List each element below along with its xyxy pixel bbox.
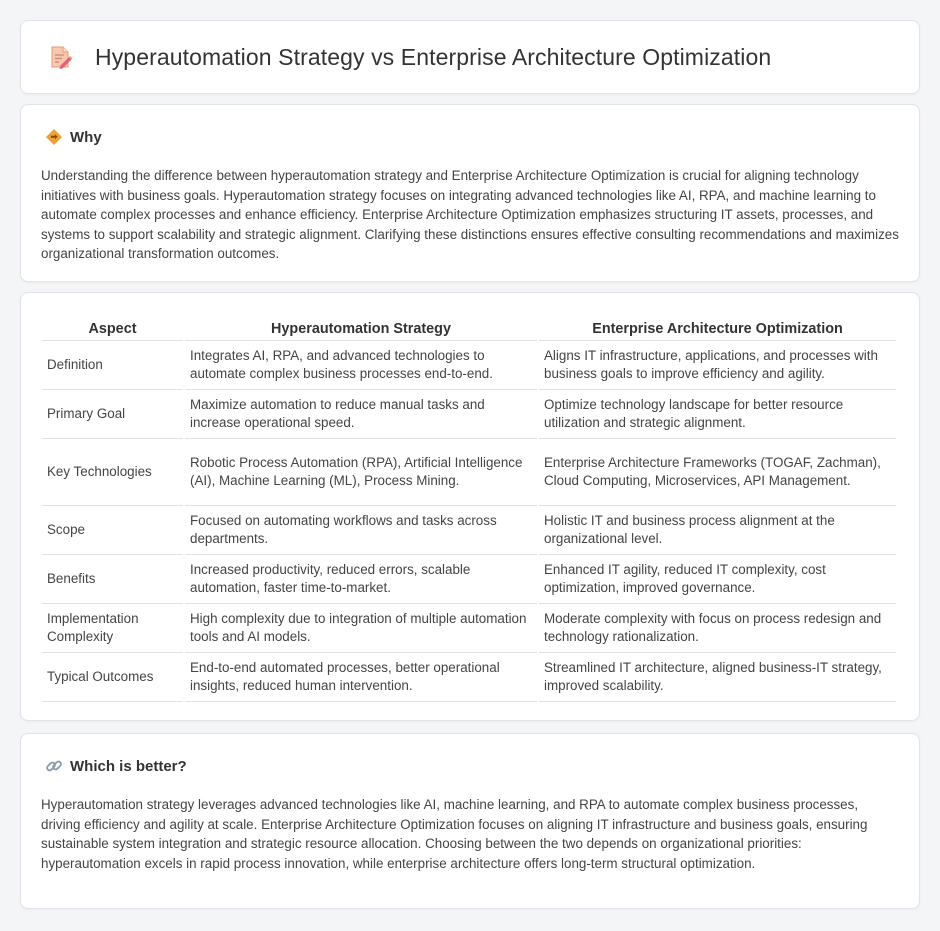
table-row bbox=[42, 555, 896, 604]
cell-hyperautomation: End-to-end automated processes, better operational insights, reduced human intervention. bbox=[185, 653, 537, 702]
comparison-table-card bbox=[20, 292, 920, 721]
header-enterprise-architecture: Enterprise Architecture Optimization bbox=[539, 313, 896, 341]
which-is-better-heading bbox=[41, 754, 899, 778]
table-row bbox=[42, 439, 896, 506]
cell-hyperautomation: Focused on automating workflows and tasks across departments. bbox=[185, 506, 537, 555]
table-header-row bbox=[42, 313, 896, 341]
cell-enterprise-architecture: Moderate complexity with focus on process redesign and technology rationalization. bbox=[539, 604, 896, 653]
cell-enterprise-architecture: Enterprise Architecture Frameworks (TOGAF, Zachman), Cloud Computing, Microservices, API Management. bbox=[539, 439, 896, 506]
cell-enterprise-architecture: Enhanced IT agility, reduced IT complexity, cost optimization, improved governance. bbox=[539, 555, 896, 604]
header-hyperautomation: Hyperautomation Strategy bbox=[185, 313, 537, 341]
which-is-better-text: Hyperautomation strategy leverages advanced technologies like AI, machine learning, and RPA to automate complex business processes, driving efficiency and agility at scale. Enterprise Architecture Optimization focuses on aligning IT infrastructure and business goals, ensuring sustainable system integration and strategic resource allocation. Choosing between the two depends on organizational priorities: hyperautomation excels in rapid process innovation, while enterprise architecture offers long-term structural optimization. bbox=[41, 797, 868, 871]
cell-enterprise-architecture: Streamlined IT architecture, aligned business-IT strategy, improved scalability. bbox=[539, 653, 896, 702]
why-title: Why bbox=[70, 128, 102, 146]
table-row bbox=[42, 604, 896, 653]
page-title: Hyperautomation Strategy vs Enterprise Architecture Optimization bbox=[95, 43, 772, 70]
cell-hyperautomation: Maximize automation to reduce manual tasks and increase operational speed. bbox=[185, 390, 537, 439]
table-row bbox=[42, 653, 896, 702]
why-heading bbox=[41, 125, 899, 149]
cell-hyperautomation: High complexity due to integration of multiple automation tools and AI models. bbox=[185, 604, 537, 653]
document-pencil-icon bbox=[47, 44, 73, 70]
cell-hyperautomation: Integrates AI, RPA, and advanced technologies to automate complex business processes end-to-end. bbox=[185, 341, 537, 390]
table-row bbox=[42, 390, 896, 439]
cell-enterprise-architecture: Holistic IT and business process alignment at the organizational level. bbox=[539, 506, 896, 555]
table-row bbox=[42, 341, 896, 390]
link-icon bbox=[45, 757, 63, 775]
which-is-better-title: Which is better? bbox=[70, 757, 187, 775]
cell-hyperautomation: Increased productivity, reduced errors, scalable automation, faster time-to-market. bbox=[185, 555, 537, 604]
why-section bbox=[20, 104, 920, 282]
cell-enterprise-architecture: Optimize technology landscape for better resource utilization and strategic alignment. bbox=[539, 390, 896, 439]
which-is-better-section bbox=[20, 733, 920, 909]
cell-aspect: Typical Outcomes bbox=[42, 653, 183, 702]
cell-aspect: Benefits bbox=[42, 555, 183, 604]
header-aspect: Aspect bbox=[42, 313, 183, 341]
cell-aspect: Scope bbox=[42, 506, 183, 555]
cell-aspect: Primary Goal bbox=[42, 390, 183, 439]
why-text: Understanding the difference between hyperautomation strategy and Enterprise Architecture Optimization is crucial for aligning technology initiatives with business goals. Hyperautomation strategy focuses on integrating advanced technologies like AI, RPA, and machine learning to automate complex processes and enhance efficiency. Enterprise Architecture Optimization emphasizes structuring IT assets, processes, and systems to support scalability and strategic alignment. Clarifying these distinctions ensures effective consulting recommendations and maximizes organizational transformation outcomes. bbox=[41, 168, 899, 262]
cell-hyperautomation: Robotic Process Automation (RPA), Artificial Intelligence (AI), Machine Learning (ML), Process Mining. bbox=[185, 439, 537, 506]
cell-enterprise-architecture: Aligns IT infrastructure, applications, and processes with business goals to improve efficiency and agility. bbox=[539, 341, 896, 390]
header-card bbox=[20, 20, 920, 94]
comparison-table bbox=[40, 313, 898, 702]
cell-aspect: Definition bbox=[42, 341, 183, 390]
table-row bbox=[42, 506, 896, 555]
diamond-signpost-icon bbox=[45, 128, 63, 146]
cell-aspect: Implementation Complexity bbox=[42, 604, 183, 653]
cell-aspect: Key Technologies bbox=[42, 439, 183, 506]
